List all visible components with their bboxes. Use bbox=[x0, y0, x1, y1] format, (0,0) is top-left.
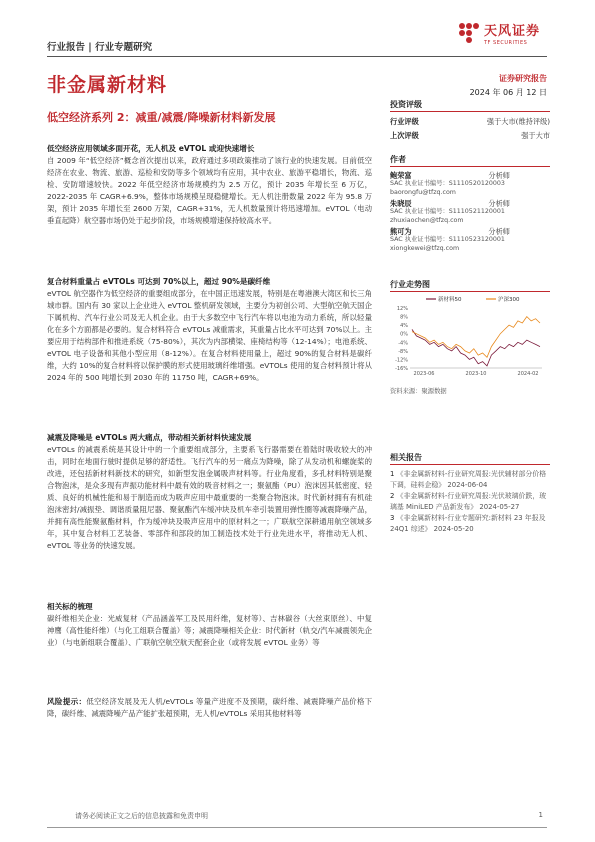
author-role: 分析师 bbox=[488, 227, 510, 236]
x-tick-label: 2023-06 bbox=[413, 371, 435, 376]
author-email[interactable]: xiongkewei@tfzq.com bbox=[390, 244, 460, 252]
report-date: 2024 年 06 月 12 日 bbox=[469, 88, 547, 97]
logo-icon bbox=[456, 20, 480, 44]
author-cert: SAC 执业证书编号：S1110520120003 bbox=[390, 180, 505, 187]
y-tick-label: -8% bbox=[398, 348, 408, 355]
company-logo bbox=[450, 16, 550, 56]
y-tick-label: 0% bbox=[400, 331, 408, 338]
report-subtitle: 低空经济系列 2：减重/减震/降噪新材料新发展 bbox=[47, 111, 276, 124]
section-heading: 复合材料重量占 eVTOLs 可达到 70%以上，超过 90%是碳纤维 bbox=[47, 277, 271, 286]
industry-rating-label: 行业评级 bbox=[390, 117, 419, 126]
related-num: 1 bbox=[390, 470, 395, 478]
report-type: 证券研究报告 bbox=[499, 74, 547, 83]
y-tick-label: -12% bbox=[395, 357, 408, 364]
author-cert: SAC 执业证书编号：S1110521120001 bbox=[390, 208, 505, 215]
author bbox=[390, 227, 550, 253]
rating-panel bbox=[390, 99, 550, 143]
section-body: eVTOLs 的减震系统是其设计中的一个重要组成部分，主要系飞行器需要在着陆时吸收较大的冲击，同时在地面行驶时提供足够的舒适性。飞行汽车的另一痛点为降噪，除了从发动机和螺旋桨的改进，还包括新材料新技术的研究，如新型发泡金属吸声材料等。行业角度看，多孔材料特别是聚合物泡沫，是众多现有声振功能材料中最有效的吸音材料之一；聚氨酯（PU）泡沫因其低密度、轻质、良好的机械性能和易于制造而成为吸声应用中最重要的一类聚合物泡沫。时代新材拥有有机硅泡沫密封/减振垫、调谐质量阻尼器、聚氨酯汽车缓冲块及机车牵引装置用弹性圈等减震降噪产品，并拥有高性能聚氨酯材料，作为缓冲块及吸声应用中的原材料之一；广联航空深耕通用航空领域多年，其中复合材料工艺装备、零部件和部段的加工制造技术处于行业先进水平，将推动无人机、eVTOL 等业务的快速发展。 bbox=[47, 445, 372, 550]
last-rating bbox=[390, 129, 550, 143]
y-tick-label: 12% bbox=[396, 306, 408, 312]
series-line bbox=[412, 329, 540, 366]
section-heading: 相关标的梳理 bbox=[47, 602, 93, 611]
section-body: eVTOL 航空器作为低空经济的重要组成部分，在中国正迅速发展，特别是在粤港澳大湾区和长三角城市群。国内有 30 家以上企业进入 eVTOL 整机研发领域，主要分为初创公司、大型航空航天国企下属机构、汽车行业公司及无人机企业。由于大多数空中飞行汽车将以电池为动力系统，所以轻量化在多个方面都是必要的。复合材料符合 eVTOLs 减重需求，其重量占比水平可达到 70%以上。主要应用于结构部件和推进系统（75-80%），其次为内部横梁、座椅结构等（12-14%）；电池系统、eVTOL 电子设备和其他小型应用（8-12%）。在复合材料使用量上，超过 90%的复合材料是碳纤维，大约 10%的复合材料将以保护膜的形式使用玻璃纤维增强。eVTOLs 使用的复合材料预计将从 2024 年的 500 吨增长到 2030 年的 11750 吨，CAGR+69%。 bbox=[47, 289, 372, 382]
logo-subtext: TF SECURITIES bbox=[484, 40, 528, 46]
related-text: 《非金属新材料-行业研究周报:光伏辅材部分价格下调，硅料企稳》 2024-06-04 bbox=[390, 470, 547, 489]
related-text: 《非金属新材料-行业研究周报:光伏玻璃价跌，玻璃基 MiniLED 产品新发布》 2024-05-27 bbox=[390, 492, 547, 511]
related-title: 相关报告 bbox=[390, 452, 550, 465]
page-title: 非金属新材料 bbox=[47, 74, 168, 96]
related-num: 2 bbox=[390, 492, 395, 500]
author-role: 分析师 bbox=[488, 199, 510, 208]
author-name: 朱晓辰 bbox=[390, 199, 412, 208]
section-body: 碳纤维相关企业：光威复材（产品涵盖军工及民用纤维，复材等）、吉林碳谷（大丝束原丝）、中复神鹰（高性能纤维）（与化工组联合覆盖）等；减震降噪相关企业：时代新材（轨交/汽车减震领先企业）（与电新组联合覆盖）、广联航空航空航天配套企业（或将发展 eVTOL 业务）等 bbox=[47, 614, 372, 647]
last-rating-label: 上次评级 bbox=[390, 131, 419, 140]
series-line bbox=[412, 317, 540, 358]
industry-rating-value: 强于大市(维持评级) bbox=[486, 117, 550, 126]
section-1 bbox=[47, 143, 372, 227]
x-tick-label: 2023-10 bbox=[465, 371, 487, 376]
y-tick-label: 4% bbox=[400, 323, 408, 330]
last-rating-value: 强于大市 bbox=[521, 131, 550, 140]
page-number: 1 bbox=[538, 811, 543, 819]
author-email[interactable]: zhuxiaochen@tfzq.com bbox=[390, 216, 464, 224]
trend-title: 行业走势图 bbox=[390, 279, 550, 292]
related-num: 3 bbox=[390, 514, 395, 522]
related-item[interactable] bbox=[390, 469, 550, 490]
author bbox=[390, 171, 550, 197]
section-heading: 减震及降噪是 eVTOLs 两大痛点，带动相关新材料快速发展 bbox=[47, 433, 252, 442]
y-tick-label: -4% bbox=[398, 340, 408, 347]
section-heading: 风险提示： bbox=[47, 697, 87, 706]
author bbox=[390, 199, 550, 225]
related-item[interactable] bbox=[390, 491, 550, 512]
header-divider bbox=[47, 56, 547, 57]
related-text: 《非金属新材料-行业专题研究:新材料 23 年报及 24Q1 综述》 2024-05-20 bbox=[390, 514, 546, 533]
y-tick-label: -16% bbox=[395, 366, 408, 372]
section-3 bbox=[47, 432, 372, 552]
industry-rating bbox=[390, 115, 550, 129]
authors-title: 作者 bbox=[390, 154, 550, 167]
risk-paragraph bbox=[47, 696, 372, 720]
legend-label: 新材料50 bbox=[438, 297, 462, 303]
related-item[interactable] bbox=[390, 513, 550, 534]
rating-title: 投资评级 bbox=[390, 99, 550, 112]
author-name: 熊可为 bbox=[390, 227, 412, 236]
section-heading: 低空经济应用领域多面开花，无人机及 eVTOL 或迎快速增长 bbox=[47, 144, 255, 153]
section-body: 自 2009 年“低空经济”概念首次提出以来，政府通过多项政策推动了该行业的快速发展。目前低空经济在农业、物流、旅游、巡检和安防等多个领域均有应用，其中农业、旅游平稳增长，物流、巡检、安防增速较快。2022 年低空经济市场规模约为 2.5 万亿，预计 2035 年增长至 6 万亿，2022-2035 年 CAGR+6.9%，整体市场规模呈现稳健增长。无人机注册数量 2022 年为 95.8 万架，预计 2035 年增长至 2600 万架，CAGR+31%，无人机数量预计将迅速增加。eVTOL（电动垂直起降）航空器市场仍处于起步阶段，市场规模增速保持较高水平。 bbox=[47, 156, 372, 225]
report-category: 行业报告 | 行业专题研究 bbox=[47, 42, 153, 53]
footer-divider bbox=[47, 827, 547, 828]
section-5 bbox=[47, 696, 372, 720]
trend-panel bbox=[390, 279, 550, 397]
author-cert: SAC 执业证书编号：S1110523120001 bbox=[390, 236, 505, 243]
author-role: 分析师 bbox=[488, 171, 510, 180]
legend-label: 沪深300 bbox=[498, 297, 520, 303]
author-email[interactable]: baorongfu@tfzq.com bbox=[390, 188, 456, 196]
section-2 bbox=[47, 276, 372, 384]
section-body: 低空经济发展及无人机/eVTOLs 等量产进度不及预期，碳纤维、减震降噪产品价格下降，碳纤维、减震降噪产品产能扩张超预期，无人机/eVTOLs 采用其他材料等 bbox=[47, 697, 373, 718]
trend-chart bbox=[390, 294, 550, 376]
authors-panel bbox=[390, 154, 550, 253]
x-tick-label: 2024-02 bbox=[517, 371, 539, 376]
y-tick-label: 8% bbox=[400, 314, 408, 321]
related-panel bbox=[390, 452, 550, 534]
disclaimer: 请务必阅读正文之后的信息披露和免责申明 bbox=[75, 812, 208, 820]
section-4 bbox=[47, 601, 372, 649]
chart-source: 资料来源：聚源数据 bbox=[390, 388, 447, 395]
author-name: 鲍荣富 bbox=[390, 171, 412, 180]
logo-text: 天风证券 bbox=[484, 24, 541, 39]
